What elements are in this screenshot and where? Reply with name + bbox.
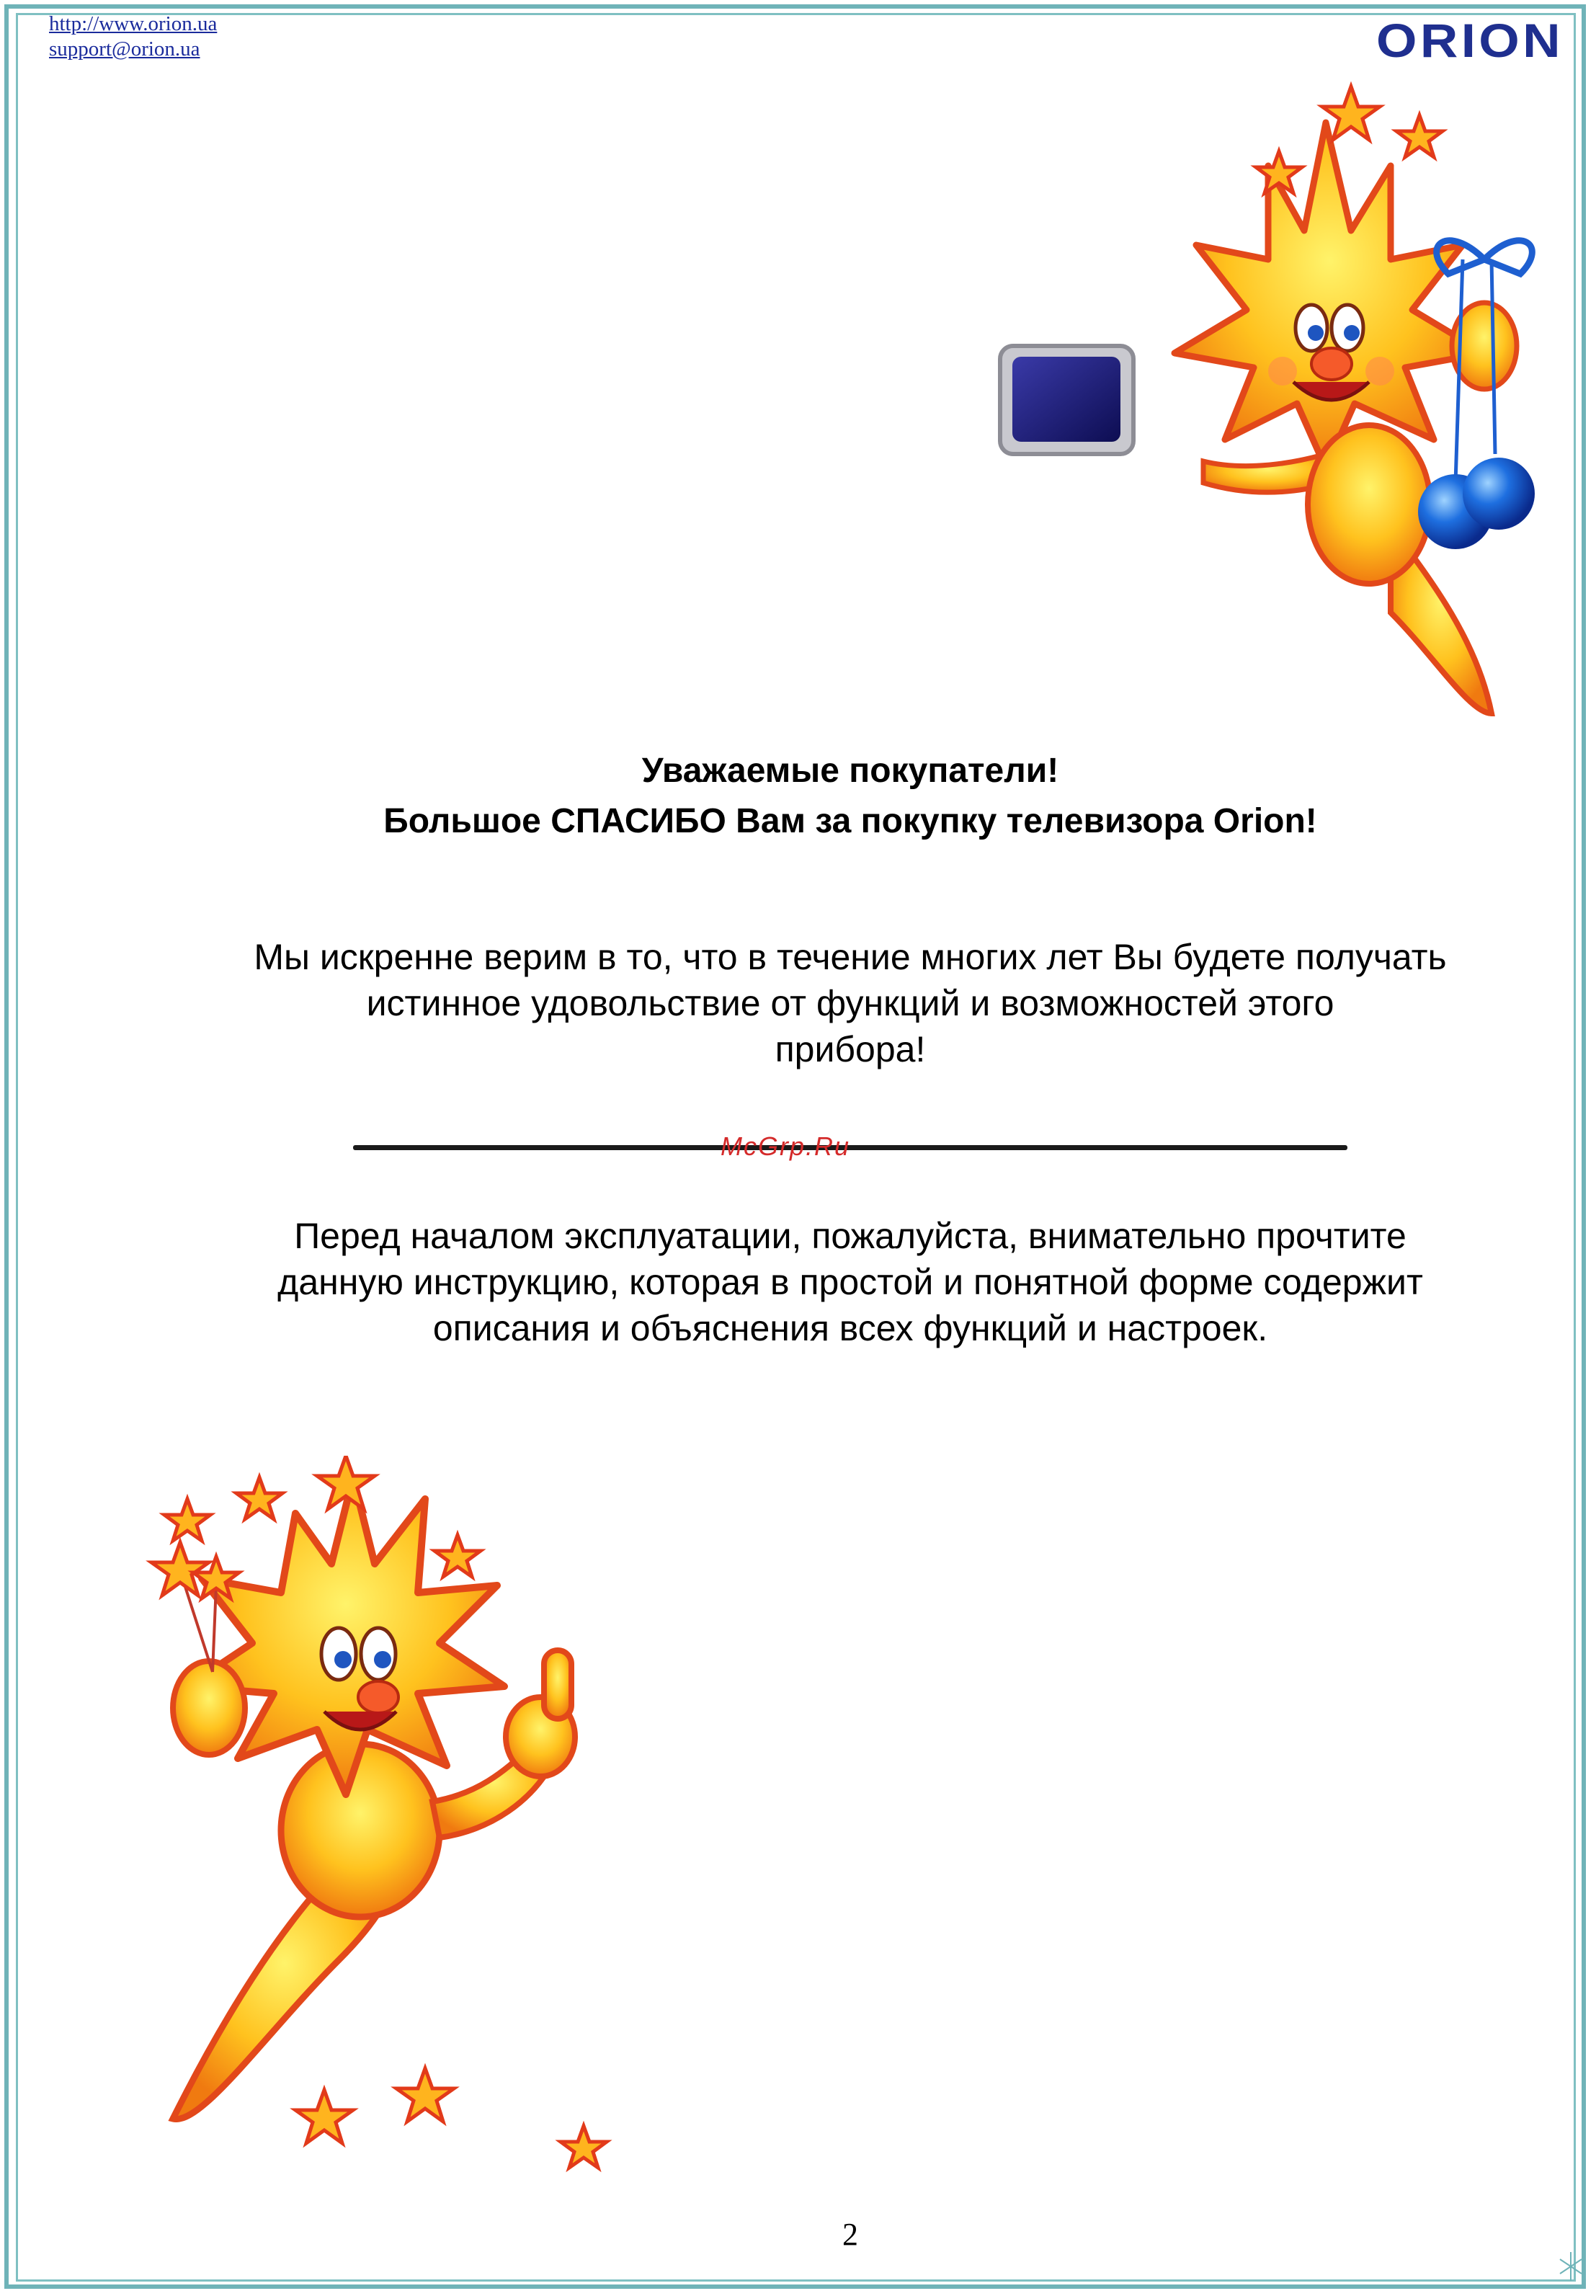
- star-mascot-thumbs-up-icon: [130, 1456, 634, 2184]
- instructions-paragraph: [159, 1213, 1542, 1351]
- email-link[interactable]: support@orion.ua: [49, 37, 200, 61]
- greeting-heading: [159, 746, 1542, 847]
- brand-logo: ORION: [1376, 14, 1564, 67]
- intro-line-1: Мы искренне верим в то, что в течение многих лет Вы будете получать: [254, 937, 1447, 977]
- page-number: 2: [842, 2217, 858, 2252]
- instructions-line-1: Перед началом эксплуатации, пожалуйста, внимательно прочтите: [294, 1216, 1406, 1256]
- website-link[interactable]: http://www.orion.ua: [49, 12, 218, 35]
- instructions-line-3: описания и объяснения всех функций и настроек.: [432, 1308, 1268, 1348]
- intro-paragraph: [159, 934, 1542, 1072]
- watermark: McGrp.Ru: [721, 1131, 851, 1161]
- greeting-line-1: Уважаемые покупатели!: [641, 752, 1059, 790]
- intro-line-2: истинное удовольствие от функций и возможностей этого: [366, 983, 1334, 1023]
- star-mascot-with-tv-icon: [987, 79, 1549, 742]
- header-links: [49, 12, 217, 62]
- instructions-line-2: данную инструкцию, которая в простой и понятной форме содержит: [277, 1262, 1423, 1302]
- intro-line-3: прибора!: [775, 1029, 926, 1069]
- greeting-line-2: Большое СПАСИБО Вам за покупку телевизора Orion!: [383, 802, 1317, 840]
- snowflake-ornament-icon: [1556, 2248, 1585, 2284]
